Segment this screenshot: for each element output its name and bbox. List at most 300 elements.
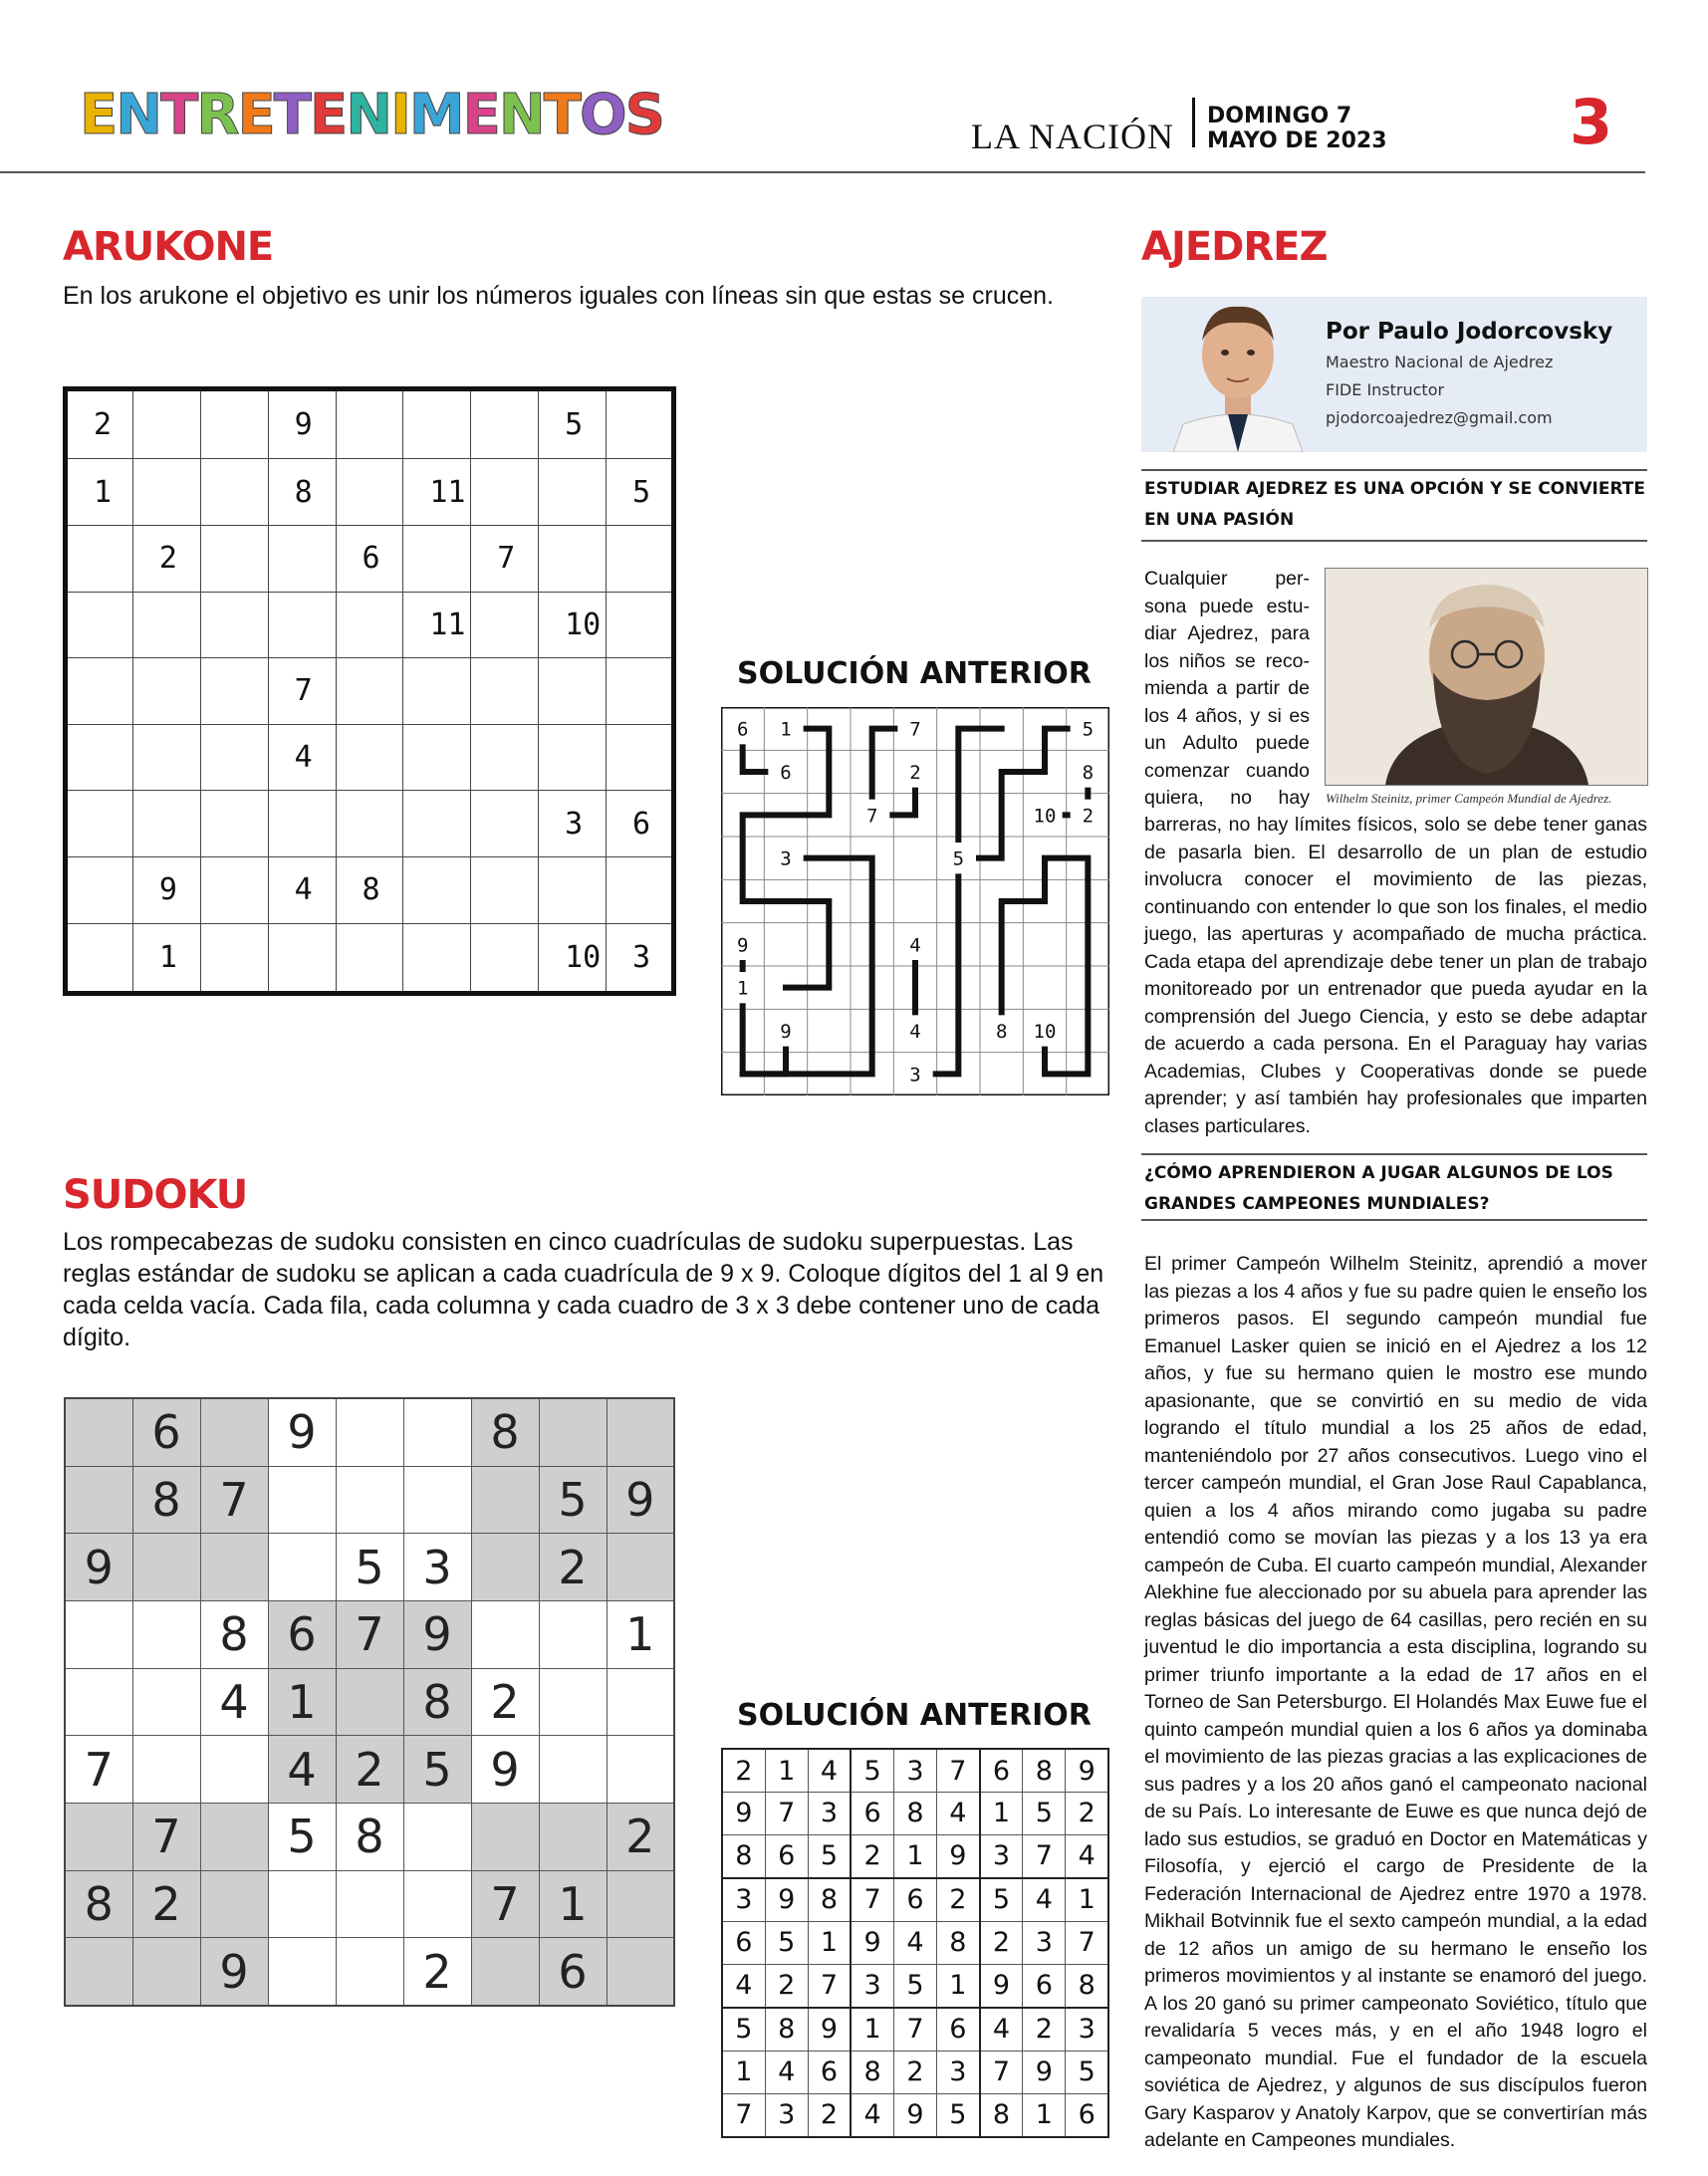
sudoku-solution-cell: 2	[1066, 1793, 1108, 1835]
article1-wrap-line: diar Ajedrez, para	[1144, 622, 1310, 644]
sudoku-solution-cell: 9	[722, 1793, 765, 1835]
sudoku-solution-row	[722, 1964, 1108, 2008]
arukone-puzzle-grid[interactable]	[63, 386, 676, 996]
arukone-cell[interactable]: 5	[607, 459, 674, 526]
ajedrez-title: AJEDREZ	[1141, 224, 1328, 270]
sudoku-solution-cell: 2	[937, 1878, 980, 1922]
sudoku-cell[interactable]	[539, 1736, 607, 1804]
sudoku-solution-cell: 7	[937, 1749, 980, 1793]
sudoku-cell[interactable]	[471, 1938, 539, 2006]
sudoku-solution-cell: 3	[937, 2051, 980, 2093]
sudoku-solution-cell: 5	[893, 1964, 936, 2008]
page-number: 3	[1570, 86, 1613, 158]
arukone-cell[interactable]: 3	[539, 791, 607, 857]
sudoku-cell[interactable]	[65, 1668, 132, 1736]
sudoku-cell[interactable]: 2	[471, 1668, 539, 1736]
arukone-row	[66, 459, 674, 526]
article1-wrap-line: los 4 años, y si es	[1144, 704, 1310, 727]
arukone-cell[interactable]: 4	[268, 724, 336, 791]
sudoku-cell[interactable]: 6	[268, 1601, 336, 1669]
article1-subhead	[1144, 474, 1645, 536]
sudoku-cell[interactable]: 9	[65, 1534, 132, 1601]
sudoku-cell[interactable]	[65, 1466, 132, 1534]
sudoku-solution-cell: 8	[722, 1834, 765, 1878]
solution-number: 10	[1033, 1021, 1057, 1043]
arukone-cell[interactable]	[471, 856, 539, 923]
arukone-cell[interactable]	[539, 658, 607, 725]
sudoku-solution-cell: 5	[1066, 2051, 1108, 2093]
sudoku-cell[interactable]: 2	[132, 1870, 200, 1938]
sudoku-cell[interactable]	[607, 1938, 674, 2006]
arukone-cell[interactable]	[132, 389, 200, 459]
arukone-row	[66, 389, 674, 459]
sudoku-cell[interactable]	[403, 1466, 471, 1534]
sudoku-solution-cell: 4	[980, 2008, 1023, 2052]
sudoku-solution-cell: 1	[851, 2008, 893, 2052]
sudoku-cell[interactable]: 7	[132, 1803, 200, 1870]
sudoku-cell[interactable]	[471, 1803, 539, 1870]
sudoku-cell[interactable]: 6	[132, 1398, 200, 1466]
arukone-cell[interactable]	[268, 592, 336, 658]
sudoku-row	[65, 1398, 674, 1466]
sudoku-cell[interactable]	[336, 1466, 403, 1534]
sudoku-cell[interactable]	[200, 1736, 268, 1804]
sudoku-solution-cell: 1	[980, 1793, 1023, 1835]
sudoku-cell[interactable]	[268, 1938, 336, 2006]
sudoku-solution-cell: 1	[1023, 2093, 1066, 2137]
sudoku-cell[interactable]	[132, 1534, 200, 1601]
sudoku-cell[interactable]	[336, 1398, 403, 1466]
solution-number: 9	[736, 934, 749, 957]
sudoku-row	[65, 1668, 674, 1736]
arukone-row	[66, 724, 674, 791]
article1-wrap-line: los niños se reco-	[1144, 649, 1310, 672]
sudoku-solution-cell: 7	[1023, 1834, 1066, 1878]
logo-letter: I	[390, 83, 409, 147]
sudoku-solution-cell: 3	[1066, 2008, 1108, 2052]
sudoku-cell[interactable]	[200, 1398, 268, 1466]
article1-wrap-line: un Adulto puede	[1144, 732, 1310, 754]
sudoku-cell[interactable]	[268, 1870, 336, 1938]
sudoku-solution-cell: 6	[1023, 1964, 1066, 2008]
article1-subhead-line: ESTUDIAR AJEDREZ ES UNA OPCIÓN Y SE CONVIERTE	[1144, 479, 1645, 499]
arukone-cell[interactable]	[607, 592, 674, 658]
sudoku-solution-cell: 2	[851, 1834, 893, 1878]
sudoku-cell[interactable]: 5	[336, 1534, 403, 1601]
sudoku-cell[interactable]	[539, 1668, 607, 1736]
sudoku-cell[interactable]	[65, 1938, 132, 2006]
arukone-cell[interactable]	[66, 525, 133, 592]
arukone-row	[66, 592, 674, 658]
author-title: Maestro Nacional de Ajedrez	[1326, 353, 1554, 371]
arukone-cell[interactable]: 1	[132, 923, 200, 993]
arukone-solution-grid	[721, 707, 1109, 1095]
arukone-cell[interactable]: 2	[132, 525, 200, 592]
author-name: Por Paulo Jodorcovsky	[1326, 319, 1613, 345]
sudoku-cell[interactable]: 2	[403, 1938, 471, 2006]
arukone-cell[interactable]	[471, 592, 539, 658]
sudoku-cell[interactable]	[132, 1668, 200, 1736]
arukone-cell[interactable]	[336, 658, 403, 725]
sudoku-cell[interactable]	[403, 1398, 471, 1466]
subhead2-rule-top	[1141, 1153, 1647, 1155]
arukone-cell[interactable]	[132, 592, 200, 658]
sudoku-solution-cell: 3	[893, 1749, 936, 1793]
sudoku-solution-row	[722, 1834, 1108, 1878]
article2-subhead	[1144, 1158, 1613, 1220]
sudoku-solution-cell: 3	[851, 1964, 893, 2008]
sudoku-cell[interactable]: 9	[471, 1736, 539, 1804]
sudoku-solution-cell: 6	[937, 2008, 980, 2052]
sudoku-solution-cell: 1	[893, 1834, 936, 1878]
solution-number: 5	[1082, 718, 1095, 741]
sudoku-row	[65, 1870, 674, 1938]
solution-number: 6	[780, 762, 792, 784]
sudoku-cell[interactable]	[471, 1534, 539, 1601]
arukone-cell[interactable]: 8	[268, 459, 336, 526]
arukone-cell[interactable]	[200, 724, 268, 791]
sudoku-cell[interactable]	[268, 1466, 336, 1534]
sudoku-cell[interactable]	[65, 1398, 132, 1466]
arukone-cell[interactable]	[471, 389, 539, 459]
sudoku-solution-cell: 4	[893, 1922, 936, 1965]
arukone-cell[interactable]	[66, 658, 133, 725]
sudoku-cell[interactable]	[471, 1466, 539, 1534]
sudoku-cell[interactable]: 5	[539, 1466, 607, 1534]
sudoku-solution-cell: 4	[765, 2051, 808, 2093]
sudoku-solution-cell: 1	[808, 1922, 851, 1965]
article1-wrap-line: sona puede estu-	[1144, 595, 1310, 617]
arukone-cell[interactable]	[403, 791, 471, 857]
steinitz-photo	[1325, 568, 1648, 786]
arukone-cell[interactable]	[607, 525, 674, 592]
sudoku-cell[interactable]: 1	[539, 1870, 607, 1938]
arukone-cell[interactable]	[336, 389, 403, 459]
masthead-divider	[1192, 98, 1195, 147]
arukone-cell[interactable]	[66, 856, 133, 923]
sudoku-cell[interactable]: 9	[607, 1466, 674, 1534]
solution-number: 10	[1033, 805, 1057, 828]
sudoku-solution-cell: 9	[1023, 2051, 1066, 2093]
sudoku-cell[interactable]: 7	[65, 1736, 132, 1804]
arukone-cell[interactable]	[200, 658, 268, 725]
author-photo	[1163, 297, 1313, 452]
sudoku-solution-row	[722, 1749, 1108, 1793]
sudoku-cell[interactable]: 8	[200, 1601, 268, 1669]
sudoku-cell[interactable]: 2	[607, 1803, 674, 1870]
solution-number: 9	[780, 1021, 792, 1043]
article1-wrap-line: comenzar cuando	[1144, 759, 1310, 782]
arukone-cell[interactable]	[607, 724, 674, 791]
sudoku-cell[interactable]	[336, 1938, 403, 2006]
subhead2-rule-bottom	[1141, 1219, 1647, 1221]
sudoku-solution-cell: 2	[980, 1922, 1023, 1965]
sudoku-solution-cell: 8	[1066, 1964, 1108, 2008]
sudoku-cell[interactable]: 7	[336, 1601, 403, 1669]
arukone-cell[interactable]: 2	[66, 389, 133, 459]
sudoku-cell[interactable]: 8	[132, 1466, 200, 1534]
arukone-cell[interactable]: 7	[471, 525, 539, 592]
sudoku-solution-cell: 5	[722, 2008, 765, 2052]
sudoku-solution-cell: 1	[765, 1749, 808, 1793]
sudoku-cell[interactable]: 6	[539, 1938, 607, 2006]
sudoku-cell[interactable]	[65, 1601, 132, 1669]
sudoku-cell[interactable]: 8	[65, 1870, 132, 1938]
logo-letter: T	[273, 83, 310, 147]
sudoku-cell[interactable]	[403, 1870, 471, 1938]
arukone-cell[interactable]	[132, 658, 200, 725]
logo-letter: N	[498, 83, 544, 147]
logo-letter: M	[408, 83, 463, 147]
arukone-cell[interactable]	[200, 459, 268, 526]
sudoku-cell[interactable]	[200, 1534, 268, 1601]
sudoku-cell[interactable]: 2	[539, 1534, 607, 1601]
arukone-cell[interactable]	[336, 459, 403, 526]
article1-body: barreras, no hay límites físicos, solo se debe tener ganas de pasarla bien. El desarrollo de un plan de estudio involucra conocer el movimiento de las piezas, continuando con entender lo que son los finales, el medio juego, las aperturas y acompañado de mucha práctica. Cada etapa del aprendizaje debe tener un plan de trabajo monitoreado por un entrenador que pueda ayudar en la comprensión del Juego Ciencia, y esto se debe adaptar de acuerdo a cada persona. En el Paraguay hay varias Academias, Clubes y Cooperativas donde se puede aprender; y así también hay profesionales que imparten clases particulares.	[1144, 814, 1647, 1137]
arukone-cell[interactable]	[200, 923, 268, 993]
arukone-cell[interactable]	[268, 791, 336, 857]
article1-wrap-line: mienda a partir de	[1144, 677, 1310, 699]
sudoku-solution-cell: 9	[893, 2093, 936, 2137]
sudoku-cell[interactable]	[132, 1938, 200, 2006]
logo-letter: N	[346, 83, 391, 147]
steinitz-photo-caption: Wilhelm Steinitz, primer Campeón Mundial de Ajedrez.	[1326, 791, 1612, 806]
arukone-cell[interactable]: 7	[268, 658, 336, 725]
sudoku-solution-cell: 4	[808, 1749, 851, 1793]
arukone-cell[interactable]: 3	[607, 923, 674, 993]
solution-number: 2	[1082, 805, 1095, 828]
sudoku-cell[interactable]: 4	[268, 1736, 336, 1804]
arukone-cell[interactable]: 1	[66, 459, 133, 526]
entretenimientos-logo	[80, 83, 663, 147]
arukone-cell[interactable]	[403, 525, 471, 592]
sudoku-cell[interactable]: 5	[268, 1803, 336, 1870]
sudoku-cell[interactable]: 8	[336, 1803, 403, 1870]
arukone-cell[interactable]	[403, 856, 471, 923]
sudoku-cell[interactable]	[539, 1803, 607, 1870]
arukone-cell[interactable]	[403, 724, 471, 791]
sudoku-solution-cell: 8	[765, 2008, 808, 2052]
logo-letter: E	[309, 83, 347, 147]
sudoku-cell[interactable]: 7	[471, 1870, 539, 1938]
sudoku-solution-cell: 2	[893, 2051, 936, 2093]
sudoku-solution-cell: 8	[851, 2051, 893, 2093]
sudoku-cell[interactable]	[268, 1534, 336, 1601]
sudoku-cell[interactable]	[336, 1668, 403, 1736]
sudoku-solution-cell: 9	[937, 1834, 980, 1878]
arukone-cell[interactable]	[471, 724, 539, 791]
arukone-cell[interactable]: 6	[336, 525, 403, 592]
arukone-cell[interactable]: 4	[268, 856, 336, 923]
sudoku-cell[interactable]	[607, 1870, 674, 1938]
arukone-cell[interactable]	[200, 389, 268, 459]
arukone-cell[interactable]	[200, 791, 268, 857]
arukone-cell[interactable]	[336, 923, 403, 993]
sudoku-cell[interactable]: 1	[607, 1601, 674, 1669]
arukone-cell[interactable]	[132, 724, 200, 791]
solution-number: 8	[995, 1021, 1008, 1043]
arukone-cell[interactable]	[471, 459, 539, 526]
sudoku-solution-cell: 2	[765, 1964, 808, 2008]
sudoku-cell[interactable]	[471, 1601, 539, 1669]
arukone-cell[interactable]	[607, 856, 674, 923]
sudoku-solution-row	[722, 1878, 1108, 1922]
sudoku-solution-cell: 1	[1066, 1878, 1108, 1922]
sudoku-cell[interactable]	[607, 1534, 674, 1601]
arukone-cell[interactable]	[200, 525, 268, 592]
arukone-description: En los arukone el objetivo es unir los números iguales con líneas sin que estas se crucen.	[63, 282, 1055, 310]
arukone-cell[interactable]: 11	[403, 592, 471, 658]
sudoku-solution-cell: 8	[980, 2093, 1023, 2137]
sudoku-cell[interactable]	[132, 1601, 200, 1669]
solution-number: 6	[736, 718, 749, 741]
sudoku-solution-cell: 3	[765, 2093, 808, 2137]
arukone-cell[interactable]	[336, 791, 403, 857]
logo-letter: T	[160, 83, 197, 147]
arukone-cell[interactable]	[66, 592, 133, 658]
sudoku-solution-cell: 3	[1023, 1922, 1066, 1965]
logo-letter: S	[624, 83, 663, 147]
sudoku-solution-cell: 9	[980, 1964, 1023, 2008]
arukone-cell[interactable]	[539, 724, 607, 791]
arukone-cell[interactable]	[403, 389, 471, 459]
solution-number: 8	[1082, 762, 1095, 784]
solution-number: 4	[909, 1021, 921, 1043]
sudoku-cell[interactable]: 1	[268, 1668, 336, 1736]
solution-number: 7	[865, 805, 878, 828]
sudoku-solution-cell: 5	[765, 1922, 808, 1965]
sudoku-solution-cell: 2	[808, 2093, 851, 2137]
sudoku-cell[interactable]	[607, 1668, 674, 1736]
sudoku-cell[interactable]	[539, 1398, 607, 1466]
sudoku-cell[interactable]: 3	[403, 1534, 471, 1601]
sudoku-cell[interactable]	[607, 1736, 674, 1804]
arukone-cell[interactable]	[132, 791, 200, 857]
article1-wrap-line: Cualquier per-	[1144, 568, 1310, 590]
subhead-rule-bottom	[1141, 540, 1647, 542]
arukone-cell[interactable]	[200, 592, 268, 658]
sudoku-solution-cell: 7	[980, 2051, 1023, 2093]
sudoku-cell[interactable]	[132, 1736, 200, 1804]
author-credential: FIDE Instructor	[1326, 380, 1445, 399]
arukone-cell[interactable]	[471, 923, 539, 993]
arukone-cell[interactable]: 10	[539, 923, 607, 993]
sudoku-solution-cell: 3	[722, 1878, 765, 1922]
arukone-cell[interactable]	[268, 525, 336, 592]
article2-body: El primer Campeón Wilhelm Steinitz, aprendió a mover las piezas a los 4 años y fue su padre quien le enseño los primeros pasos. El segundo campeón mundial fue Emanuel Lasker quien se inició en el Ajedrez a los 12 años, y fue su hermano quien le mostro ese mundo apasionante, que se convirtió en su medio de vida logrando el título mundial a los 25 años de edad, manteniéndolo por 27 años consecutivos. Luego vino el tercer campeón mundial, el Gran Jose Raul Capablanca, quien a los 4 años mirando como jugaba su padre entendió como se movían las piezas y a los 13 ya era campeón de Cuba. El cuarto campeón mundial, Alexander Alekhine fue aleccionado por su abuela para aprender las reglas básicas del juego de 64 casillas, pero recién en su juventud le dio importancia a esta disciplina, logrando su primer triunfo importante a la edad de 17 años en el Torneo de San Petersburgo. El Holandés Max Euwe fue el quinto campeón mundial quien a los 6 años ya dominaba el movimiento de las piezas gracias a las explicaciones de sus padres y a los 20 años ganó el campeonato nacional de su País. Lo interesante de Euwe es que nunca dejó de lado sus estudios, se graduó en Doctor en Matemáticas y Filosofía, y ejerció el cargo de Presidente de la Federación Internacional de Ajedrez entre 1970 a 1978. Mikhail Botvinnik fue el sexto campeón mundial, a la edad de 12 años un amigo de su hermano le enseño los primeros movimientos y al instante se enamoró del juego. A los 20 ganó su primer campeonato Soviético, título que revalidaría 5 veces más, y en el año 1948 logro el campeonato mundial. Fue el fundador de la escuela soviética de Ajedrez, y algunos de sus discípulos fueron Gary Kasparov y Anatoly Karpov, que se convertirían más adelante en Campeones mundiales.	[1144, 1253, 1647, 2151]
solution-number: 1	[780, 718, 792, 741]
sudoku-solution-cell: 7	[893, 2008, 936, 2052]
arukone-cell[interactable]: 8	[336, 856, 403, 923]
arukone-cell[interactable]: 9	[268, 389, 336, 459]
arukone-cell[interactable]	[268, 923, 336, 993]
header-rule	[0, 171, 1645, 173]
arukone-cell[interactable]	[403, 923, 471, 993]
sudoku-solution-row	[722, 2051, 1108, 2093]
sudoku-solution-cell: 8	[808, 1878, 851, 1922]
sudoku-row	[65, 1534, 674, 1601]
sudoku-cell[interactable]	[200, 1803, 268, 1870]
sudoku-cell[interactable]: 7	[200, 1466, 268, 1534]
sudoku-solution-cell: 8	[893, 1793, 936, 1835]
arukone-cell[interactable]	[66, 791, 133, 857]
sudoku-puzzle-grid[interactable]	[64, 1397, 675, 2007]
arukone-cell[interactable]	[471, 791, 539, 857]
sudoku-solution-cell: 6	[765, 1834, 808, 1878]
logo-letter: O	[580, 83, 625, 147]
solution-number: 7	[909, 718, 921, 741]
arukone-cell[interactable]	[539, 525, 607, 592]
sudoku-cell[interactable]: 4	[200, 1668, 268, 1736]
arukone-cell[interactable]	[607, 658, 674, 725]
arukone-title: ARUKONE	[63, 224, 274, 270]
arukone-cell[interactable]	[539, 459, 607, 526]
solution-number: 2	[909, 762, 921, 784]
sudoku-cell[interactable]	[200, 1870, 268, 1938]
sudoku-solution-cell: 6	[808, 2051, 851, 2093]
arukone-cell[interactable]	[66, 724, 133, 791]
sudoku-cell[interactable]	[539, 1601, 607, 1669]
sudoku-solution-cell: 7	[1066, 1922, 1108, 1965]
sudoku-row	[65, 1938, 674, 2006]
sudoku-solution-cell: 1	[937, 1964, 980, 2008]
sudoku-cell[interactable]: 8	[403, 1668, 471, 1736]
sudoku-solution-cell: 7	[722, 2093, 765, 2137]
sudoku-row	[65, 1466, 674, 1534]
arukone-cell[interactable]	[336, 592, 403, 658]
sudoku-cell[interactable]: 5	[403, 1736, 471, 1804]
solution-number: 1	[736, 977, 749, 1000]
sudoku-cell[interactable]	[403, 1803, 471, 1870]
arukone-cell[interactable]	[200, 856, 268, 923]
sudoku-solution-cell: 4	[937, 1793, 980, 1835]
sudoku-solution-cell: 5	[851, 1749, 893, 1793]
arukone-cell[interactable]	[132, 459, 200, 526]
sudoku-cell[interactable]	[336, 1870, 403, 1938]
arukone-cell[interactable]	[66, 923, 133, 993]
sudoku-solution-cell: 6	[980, 1749, 1023, 1793]
logo-letter: N	[116, 83, 161, 147]
article1-wrap-text	[1144, 566, 1310, 813]
arukone-cell[interactable]: 10	[539, 592, 607, 658]
article1-wrap-line: quiera, no hay	[1144, 787, 1310, 809]
subhead-rule-top	[1141, 469, 1647, 471]
sudoku-solution-cell: 9	[1066, 1749, 1108, 1793]
arukone-cell[interactable]	[607, 389, 674, 459]
sudoku-solution-cell: 5	[1023, 1793, 1066, 1835]
arukone-cell[interactable]: 6	[607, 791, 674, 857]
arukone-cell[interactable]: 5	[539, 389, 607, 459]
sudoku-solution-cell: 3	[808, 1793, 851, 1835]
arukone-cell[interactable]: 11	[403, 459, 471, 526]
arukone-cell[interactable]	[336, 724, 403, 791]
arukone-cell[interactable]: 9	[132, 856, 200, 923]
arukone-cell[interactable]	[471, 658, 539, 725]
sudoku-cell[interactable]: 9	[268, 1398, 336, 1466]
sudoku-cell[interactable]: 9	[403, 1601, 471, 1669]
issue-date-day: DOMINGO 7	[1207, 104, 1352, 128]
sudoku-cell[interactable]	[607, 1398, 674, 1466]
sudoku-solution-row	[722, 2093, 1108, 2137]
arukone-cell[interactable]	[539, 856, 607, 923]
sudoku-cell[interactable]	[65, 1803, 132, 1870]
sudoku-cell[interactable]: 8	[471, 1398, 539, 1466]
arukone-cell[interactable]	[403, 658, 471, 725]
arukone-row	[66, 923, 674, 993]
sudoku-solution-cell: 4	[1066, 1834, 1108, 1878]
sudoku-cell[interactable]: 2	[336, 1736, 403, 1804]
sudoku-cell[interactable]: 9	[200, 1938, 268, 2006]
